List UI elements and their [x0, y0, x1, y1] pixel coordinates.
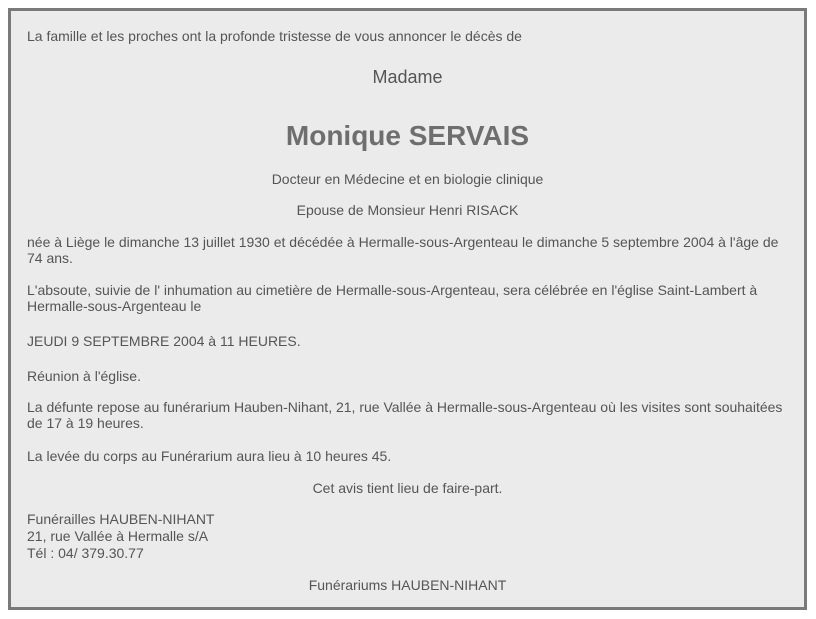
deceased-name: Monique SERVAIS — [285, 120, 530, 151]
salutation: Madame — [372, 67, 443, 87]
faire-part-text: Cet avis tient lieu de faire-part. — [312, 480, 503, 496]
contact-company: Funérailles HAUBEN-NIHANT — [27, 511, 215, 527]
departure-text: La levée du corps au Funérarium aura lieu à 10 heures 45. — [27, 448, 392, 464]
meeting-text: Réunion à l'église. — [27, 368, 141, 384]
ceremony-date: JEUDI 9 SEPTEMBRE 2004 à 11 HEURES. — [27, 333, 301, 349]
contact-address: 21, rue Vallée à Hermalle s/A — [27, 528, 209, 544]
footer-text: Funérariums HAUBEN-NIHANT — [308, 577, 507, 593]
intro-text: La famille et les proches ont la profonde tristesse de vous annoncer le décès de — [27, 28, 522, 44]
spouse-text: Epouse de Monsieur Henri RISACK — [296, 202, 519, 218]
contact-phone: Tél : 04/ 379.30.77 — [27, 545, 144, 561]
ceremony-text: L'absoute, suivie de l' inhumation au cimetière de Hermalle-sous-Argenteau, sera célébrée en l'église Saint-Lambert à Hermalle-sous-Argenteau le — [27, 282, 758, 314]
visits-text: La défunte repose au funérarium Hauben-Nihant, 21, rue Vallée à Hermalle-sous-Argenteau où les visites sont souhaitées de 17 à 19 heures. — [27, 399, 783, 431]
birth-death-text: née à Liège le dimanche 13 juillet 1930 et décédée à Hermalle-sous-Argenteau le dimanche 5 septembre 2004 à l'âge de 74 ans. — [27, 234, 779, 266]
death-notice-card — [8, 8, 807, 610]
profession-text: Docteur en Médecine et en biologie clinique — [271, 171, 544, 187]
